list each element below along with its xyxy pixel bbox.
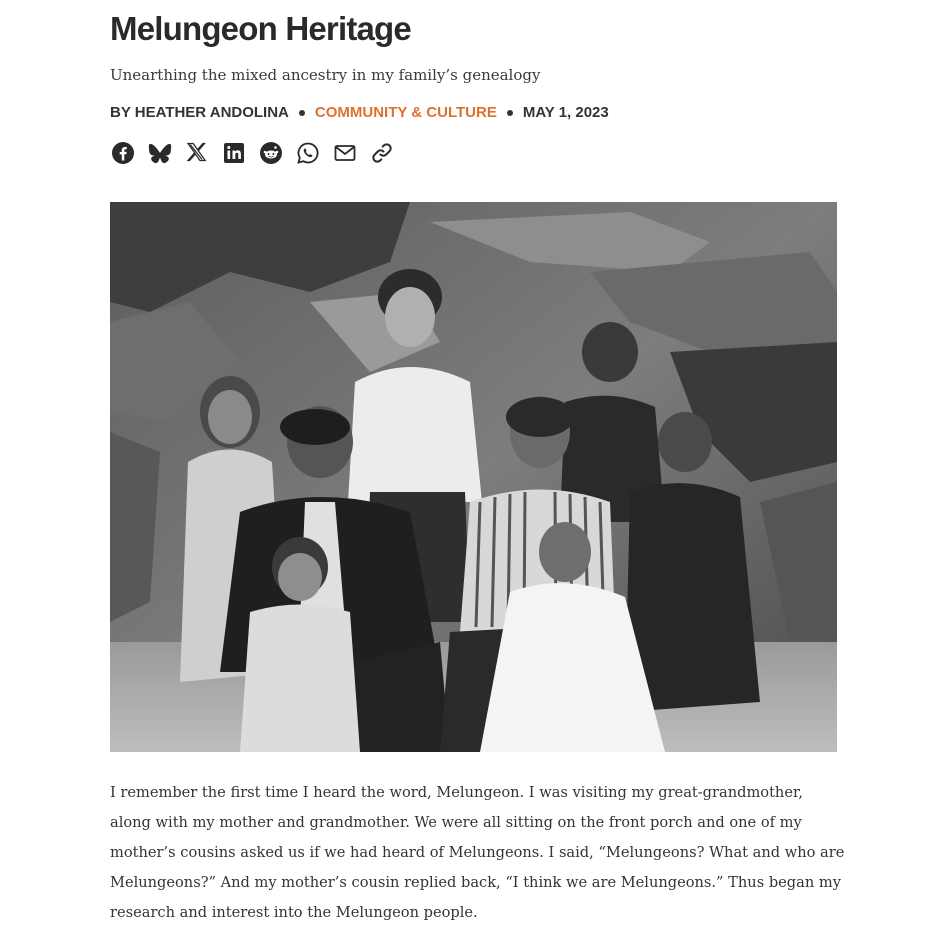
byline-separator [299, 110, 305, 116]
article-body-paragraph: I remember the first time I heard the word, Melungeon. I was visiting my great-grandmother, along with my mother and grandmother. We were all sitting on the front porch and one of my mother’s cousins asked us if we had heard of Melungeons. I said, “Melungeons? What and who are Melungeons?” And my mother’s cousin replied back, “I think we are Melungeons.” Thus began my research and interest into the Melungeon people. [110, 784, 845, 921]
bluesky-icon[interactable] [147, 140, 173, 166]
category-link[interactable]: COMMUNITY & CULTURE [314, 104, 497, 121]
author-link[interactable]: BY HEATHER ANDOLINA [110, 104, 289, 121]
publish-date: MAY 1, 2023 [522, 104, 609, 121]
facebook-icon[interactable] [110, 140, 136, 166]
x-icon[interactable] [184, 140, 210, 166]
link-icon[interactable] [369, 140, 395, 166]
email-icon[interactable] [332, 140, 358, 166]
reddit-icon[interactable] [258, 140, 284, 166]
linkedin-icon[interactable] [221, 140, 247, 166]
family-photo [110, 202, 837, 752]
byline [110, 104, 609, 121]
share-bar [110, 140, 395, 166]
article-subtitle: Unearthing the mixed ancestry in my family’s genealogy [110, 66, 541, 84]
whatsapp-icon[interactable] [295, 140, 321, 166]
byline-separator [507, 110, 513, 116]
article-title: Melungeon Heritage [110, 10, 411, 47]
